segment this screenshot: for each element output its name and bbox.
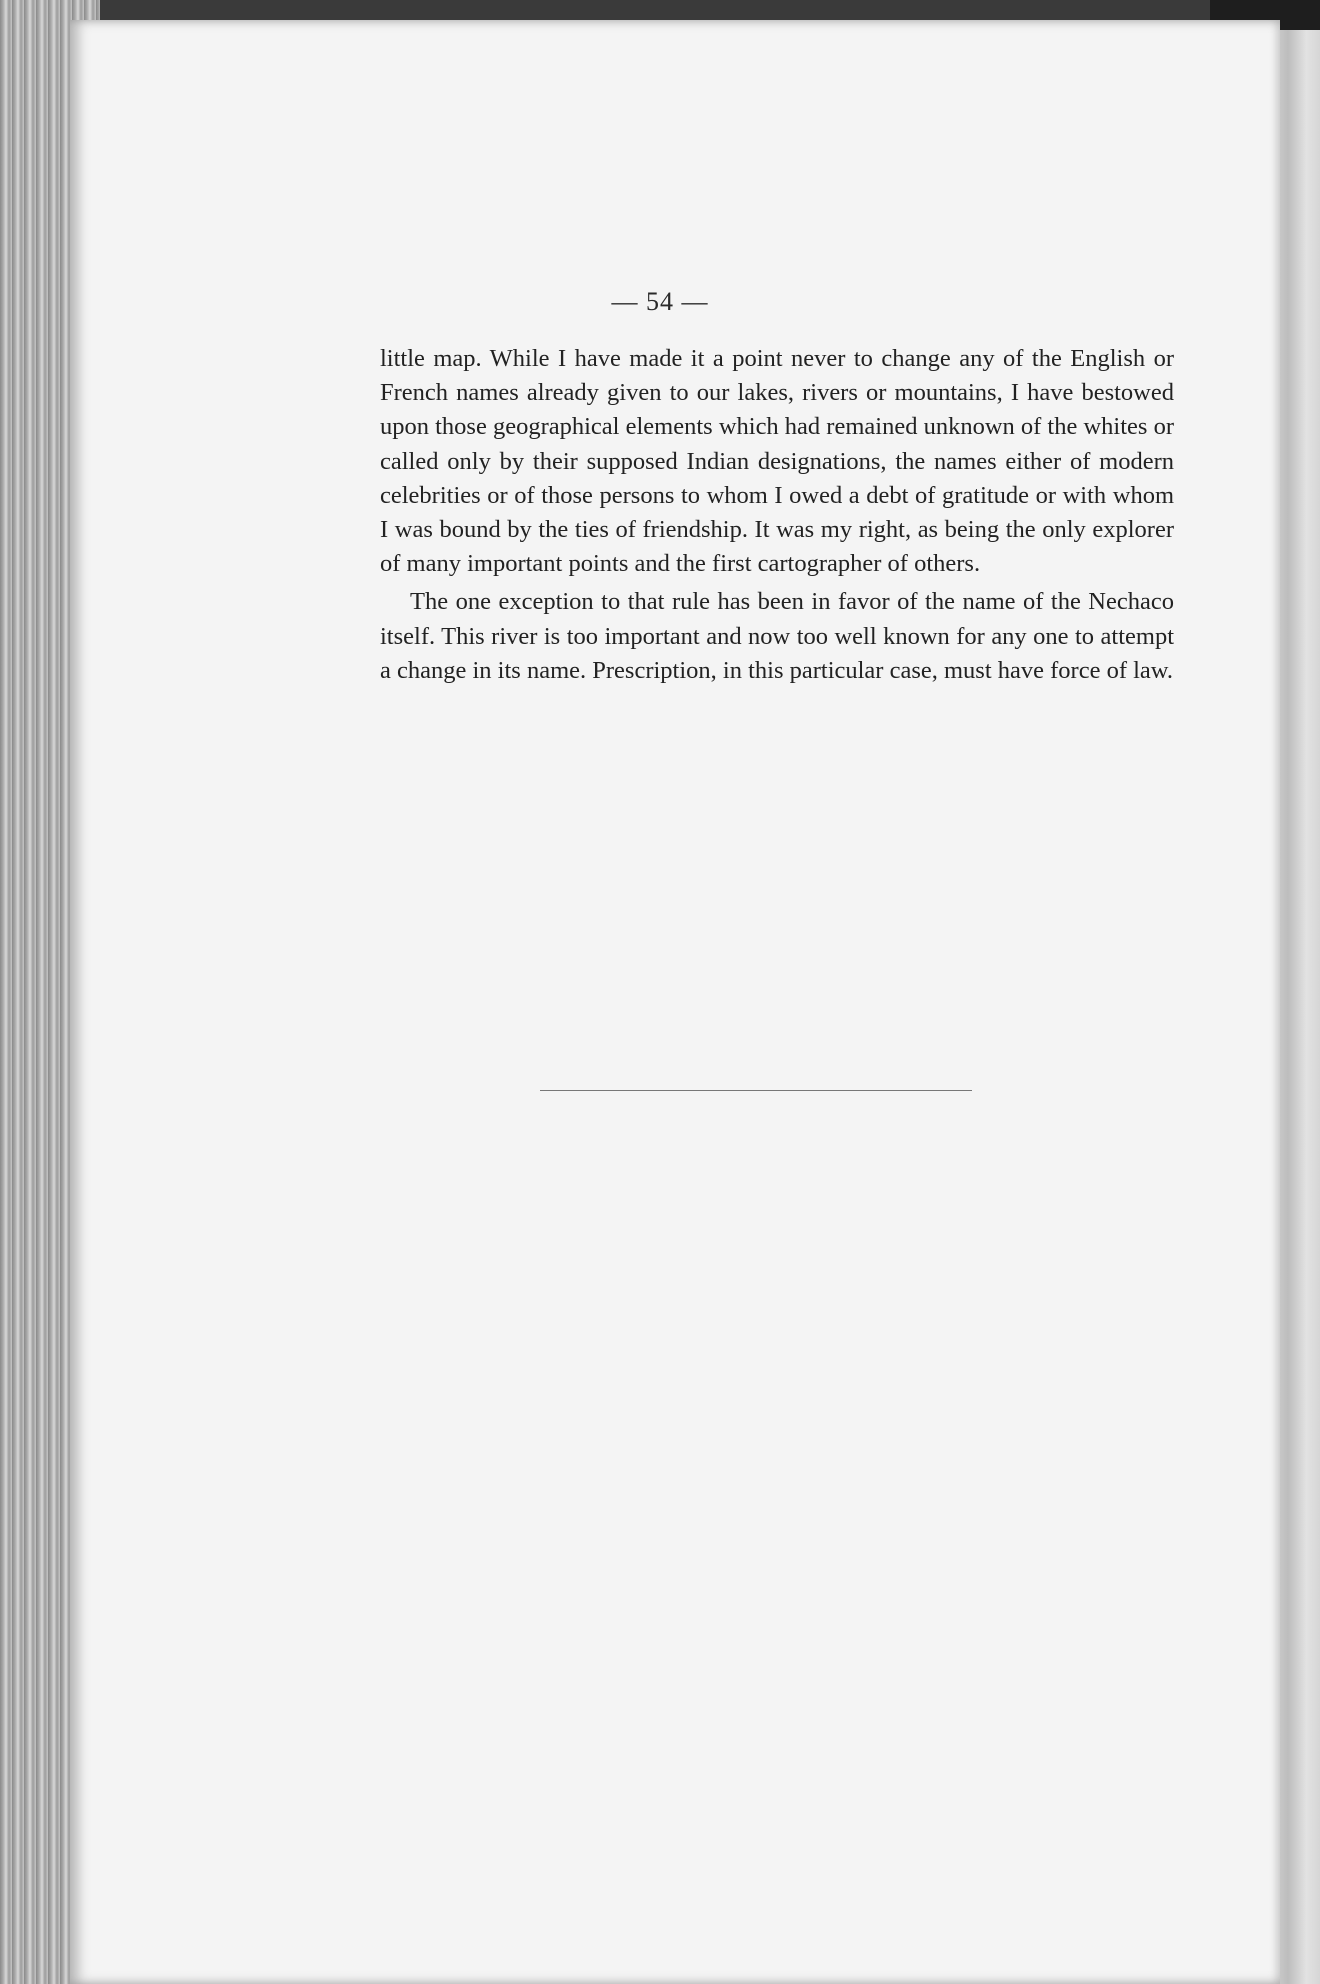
section-divider-rule xyxy=(540,1090,972,1091)
page-number: — 54 — xyxy=(611,287,709,316)
facing-page-edge xyxy=(1274,30,1320,1984)
body-text xyxy=(380,342,1174,688)
paragraph-2: The one exception to that rule has been in favor of the name of the Nechaco itself. This river is too important and now too well known for any one to attempt a change in its name. Prescription, in this particular case, must have force of law. xyxy=(380,588,1174,684)
paragraph-1: little map. While I have made it a point never to change any of the English or French names already given to our lakes, rivers or mountains, I have bestowed upon those geographical elements which had remained unknown of the whites or called only by their supposed Indian designations, the names either of modern celebrities or of those persons to whom I owed a debt of gratitude or with whom I was bound by the ties of friendship. It was my right, as being the only explorer of many important points and the first cartographer of others. xyxy=(380,345,1174,578)
